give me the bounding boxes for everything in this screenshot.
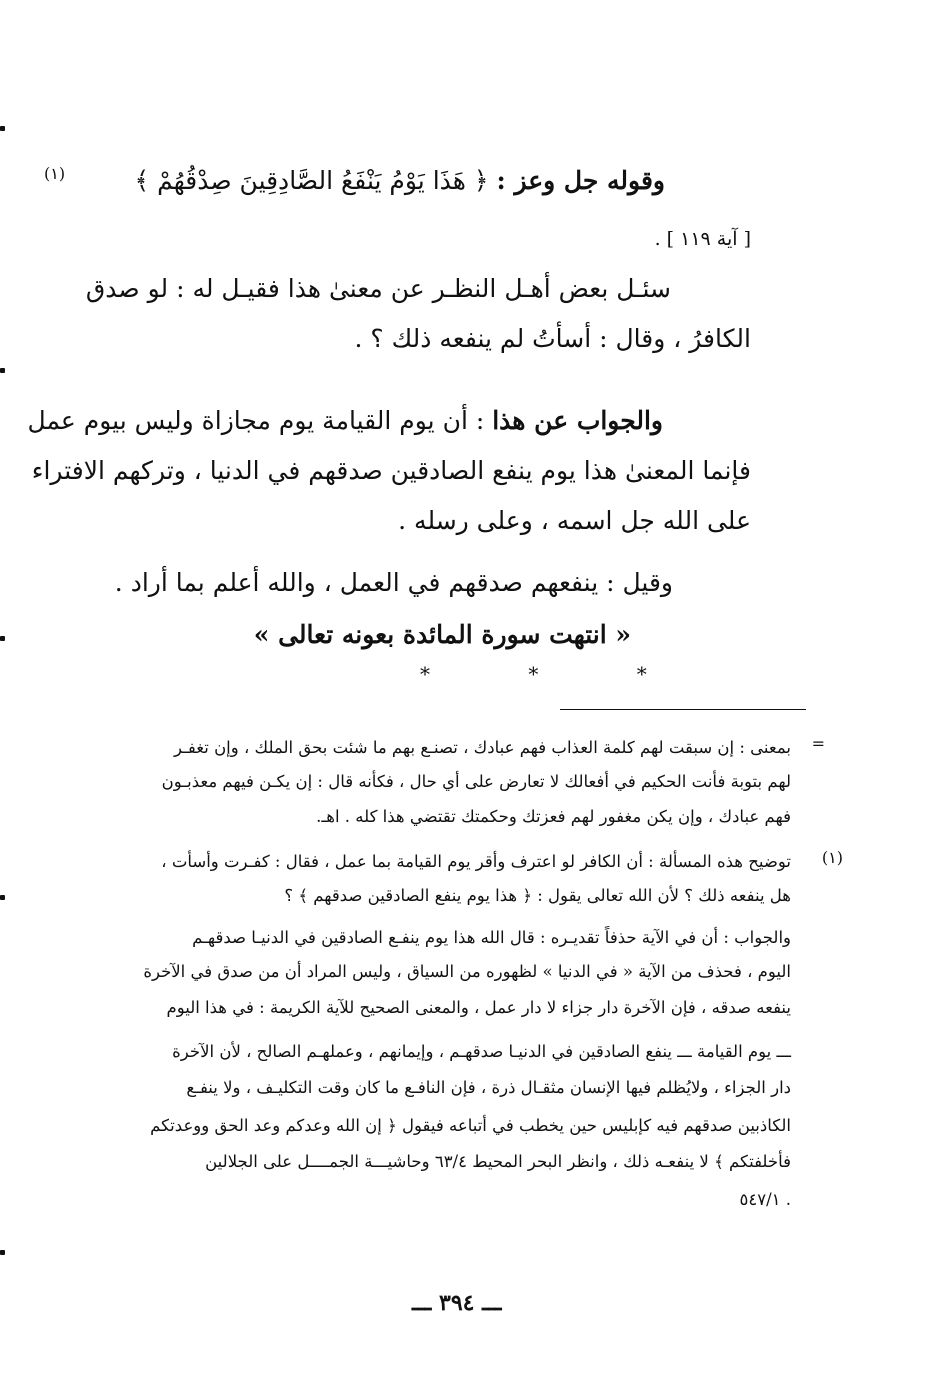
footnote-line: فهم عبادك ، وإن يكن مغفور لهم فعزتك وحكمتك تقتضي هذا كله . اهـ. (316, 807, 791, 826)
footnote-line: بمعنى : إن سبقت لهم كلمة العذاب فهم عبادك ، تصنـع بهم ما شئت بحق الملك ، وإن تغفـر (173, 738, 791, 757)
answer-line: فإنما المعنىٰ هذا يوم ينفع الصادقين صدقهم في الدنيا ، وتركهم الافتراء (31, 456, 751, 485)
question-line: سئـل بعض أهـل النظـر عن معنىٰ هذا فقيـل له : لو صدق (85, 274, 671, 303)
footnote-line: هل ينفعه ذلك ؟ لأن الله تعالى يقول : ﴿ هذا يوم ينفع الصادقين صدقهم ﴾ ؟ (284, 886, 791, 905)
separator-stars: * * * (420, 662, 693, 686)
footnote-line: دار الجزاء ، ولايُظلم فيها الإنسان مثقـال ذرة ، فإن النافـع ما كان وقت التكليـف ، ولا ينفـع (186, 1078, 791, 1097)
footnote-line: الكاذبين صدقهم فيه كإبليس حين يخطب في أتباعه فيقول ﴿ إن الله وعدكم وعد الحق ووعدتكم (150, 1116, 791, 1135)
quranic-verse: ﴿ هَذَا يَوْمُ يَنْفَعُ الصَّادِقِينَ صِدْقُهُمْ ﴾ (134, 166, 489, 195)
footnote-ref: (١) (44, 164, 66, 183)
ayah-reference: [ آية ١١٩ ] . (654, 228, 751, 250)
surah-closing (254, 618, 631, 652)
footnote-line: والجواب : أن في الآية حذفاً تقديـره : قال الله هذا يوم ينفـع الصادقين في الدنيـا صدقهـم (192, 928, 791, 947)
footnote-line: لهم بتوبة فأنت الحكيم في أفعالك لا تعارض على أي حال ، فكأنه قال : إن يكـن فيهم معذبـون (161, 772, 791, 791)
answer-line: على الله جل اسمه ، وعلى رسله . (398, 506, 751, 535)
scan-mark (0, 1250, 5, 1255)
footnote-line: ـــ يوم القيامة ـــ ينفع الصادقين في الدنيـا صدقهـم ، وإيمانهم ، وعملهـم الصالح ، لأن الآخرة (172, 1042, 791, 1061)
question-line: الكافرُ ، وقال : أسأتُ لم ينفعه ذلك ؟ . (354, 324, 751, 353)
scan-mark (0, 126, 5, 131)
scan-mark (0, 895, 5, 900)
answer-lead: والجواب عن هذا (492, 406, 663, 435)
footnote-line: فأخلفتكم ﴾ لا ينفعـه ذلك ، وانظر البحر المحيط ٦٣/٤ وحاشيـــة الجمــــل على الجلالين (205, 1152, 791, 1171)
footnote-line: ينفعه صدقه ، فإن الآخرة دار جزاء لا دار عمل ، والمعنى الصحيح للآية الكريمة : في هذا اليوم (166, 998, 791, 1017)
footnote-line: توضيح هذه المسألة : أن الكافر لو اعترف وأقر يوم القيامة بما عمل ، فقال : كفـرت وأسأت ، (161, 852, 791, 871)
scan-mark (0, 636, 5, 641)
footnote-divider (560, 709, 806, 710)
surah-closing-text: « انتهت سورة المائدة بعونه تعالى » (253, 620, 631, 649)
continuation-marker: = (811, 734, 825, 753)
footnote-line: ٥٤٧/١ . (739, 1190, 791, 1209)
footnote-line: اليوم ، فحذف من الآية « في الدنيا » لظهوره من السياق ، وليس المراد أن من صدق في الآخرة (143, 962, 791, 981)
scan-mark (0, 368, 5, 373)
answer-line (28, 404, 663, 438)
page-number: ـــ ٣٩٤ ـــ (412, 1290, 502, 1316)
verse-heading (135, 164, 665, 198)
alternative-opinion: وقيل : ينفعهم صدقهم في العمل ، والله أعلم بما أراد . (114, 568, 673, 597)
answer-text: : أن يوم القيامة يوم مجازاة وليس بيوم عمل (27, 406, 485, 435)
verse-heading-prefix: وقوله جل وعز : (496, 166, 665, 195)
footnote-number: (١) (821, 848, 843, 867)
